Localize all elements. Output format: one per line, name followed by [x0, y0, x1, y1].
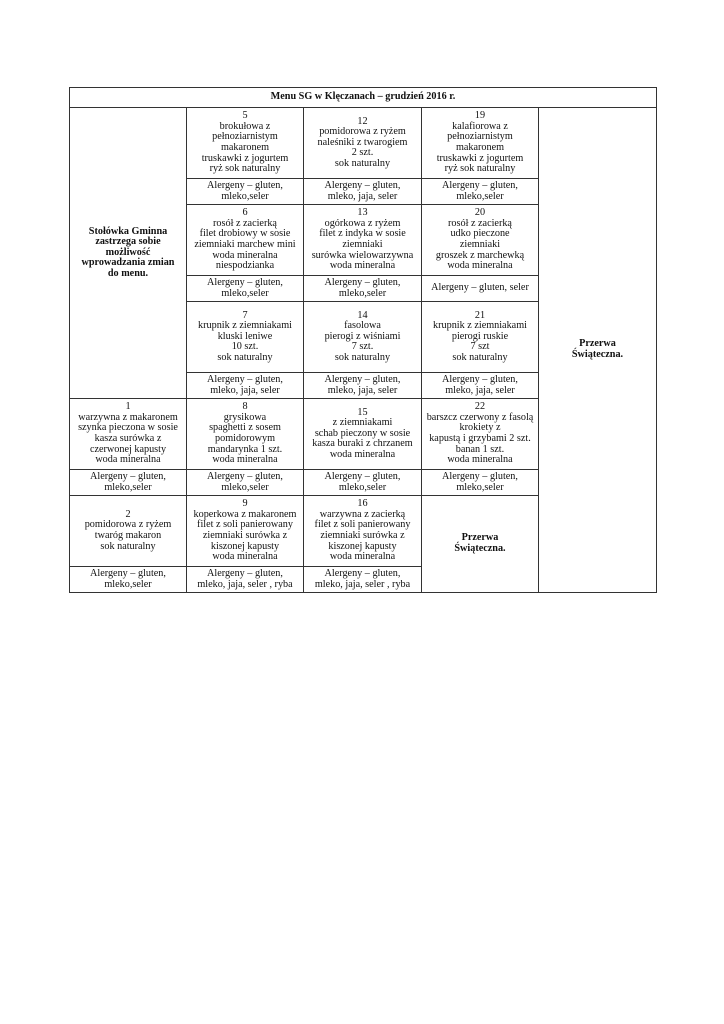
allergen-line: mleko, jaja, seler , ryba: [314, 578, 411, 590]
meal-line: pomidorowa z ryżem: [84, 519, 172, 531]
day-number: 8: [242, 401, 248, 413]
allergen-line: mleko,seler: [104, 481, 152, 493]
holiday-cell: [422, 496, 539, 593]
meal-line: woda mineralna: [447, 454, 513, 466]
allergen-cell: [187, 567, 304, 593]
allergen-line: mleko,seler: [456, 481, 504, 493]
meal-cell: [304, 205, 422, 276]
allergen-cell: [304, 567, 422, 593]
meal-line: 10 szt.: [231, 341, 259, 353]
allergen-line: mleko, jaja, seler: [327, 384, 398, 396]
allergen-line: Alergeny – gluten,: [207, 567, 283, 579]
allergen-cell: [187, 276, 304, 302]
meal-cell: [187, 108, 304, 179]
meal-line: kasza buraki z chrzanem: [312, 438, 413, 450]
allergen-line: Alergeny – gluten,: [442, 470, 518, 482]
meal-cell: [304, 399, 422, 470]
allergen-line: Alergeny – gluten,: [442, 373, 518, 385]
meal-line: pełnoziarnistym: [447, 131, 513, 143]
meal-line: pomidorowa z ryżem: [319, 126, 406, 138]
allergen-cell: [304, 276, 422, 302]
allergen-line: Alergeny – gluten,: [90, 470, 166, 482]
day-number: 15: [357, 406, 368, 418]
allergen-line: Alergeny – gluten, seler: [431, 282, 529, 294]
meal-line: ryż sok naturalny: [209, 163, 281, 175]
meal-line: warzywna z zacierką: [319, 508, 406, 520]
notice-line: wprowadzania zmian: [81, 257, 175, 269]
meal-cell: [304, 496, 422, 567]
meal-line: pełnoziarnistym: [212, 131, 278, 143]
allergen-cell: [70, 567, 187, 593]
meal-line: rosół z zacierką: [213, 217, 277, 229]
holiday-column: [539, 108, 657, 593]
meal-line: kapustą i grzybami 2 szt.: [429, 433, 531, 444]
allergen-line: mleko,seler: [104, 578, 152, 590]
meal-line: kasza surówka z: [94, 433, 162, 444]
meal-line: sok naturalny: [452, 351, 508, 363]
allergen-line: Alergeny – gluten,: [442, 179, 518, 191]
day-number: 19: [474, 110, 486, 122]
meal-line: mandarynka 1 szt.: [207, 443, 283, 455]
meal-line: spaghetti z sosem: [209, 422, 281, 434]
allergen-line: Alergeny – gluten,: [324, 179, 401, 191]
meal-line: surówka wielowarzywna: [311, 249, 414, 261]
day-number: 1: [125, 401, 131, 413]
meal-line: pomidorowym: [215, 433, 275, 444]
allergen-line: Alergeny – gluten,: [207, 179, 283, 191]
meal-cell: [187, 399, 304, 470]
meal-line: krokiety z: [459, 422, 501, 434]
meal-cell: [422, 108, 539, 179]
meal-line: niespodzianka: [215, 260, 275, 272]
day-number: 6: [242, 207, 248, 219]
meal-line: sok naturalny: [334, 157, 391, 169]
meal-line: kluski leniwe: [217, 330, 273, 342]
meal-line: filet z indyka w sosie: [319, 228, 406, 240]
meal-cell: [304, 108, 422, 179]
meal-line: 7 szt.: [351, 341, 374, 353]
allergen-line: mleko, jaja, seler , ryba: [197, 578, 293, 590]
meal-line: sok naturalny: [217, 351, 273, 363]
meal-line: truskawki z jogurtem: [201, 152, 289, 164]
meal-line: woda mineralna: [329, 260, 396, 272]
meal-line: woda mineralna: [329, 551, 396, 563]
allergen-line: mleko, jaja, seler: [445, 384, 515, 396]
meal-line: fasolowa: [344, 320, 381, 332]
meal-cell: [70, 399, 187, 470]
meal-line: czerwonej kapusty: [89, 443, 167, 455]
allergen-line: mleko, jaja, seler: [327, 190, 398, 202]
allergen-line: mleko, jaja, seler: [210, 384, 280, 396]
allergen-cell: [304, 179, 422, 205]
allergen-line: mleko,seler: [221, 481, 269, 493]
meal-cell: [422, 399, 539, 470]
day-number: 5: [242, 110, 248, 122]
meal-line: ziemniaki marchew mini: [194, 239, 296, 250]
holiday-line: Świąteczna.: [571, 349, 624, 360]
allergen-cell: [70, 470, 187, 496]
meal-line: woda mineralna: [212, 249, 278, 261]
meal-line: sok naturalny: [334, 351, 391, 363]
notice-line: możliwość: [105, 246, 151, 258]
meal-line: woda mineralna: [212, 454, 278, 466]
meal-line: kiszonej kapusty: [328, 540, 397, 552]
meal-line: filet drobiowy w sosie: [199, 228, 291, 240]
meal-cell: [187, 302, 304, 373]
allergen-line: Alergeny – gluten,: [324, 567, 401, 579]
day-number: 22: [474, 401, 486, 413]
holiday-line: Świąteczna.: [454, 543, 506, 554]
meal-line: warzywna z makaronem: [78, 411, 178, 423]
meal-line: woda mineralna: [329, 448, 396, 460]
meal-line: ziemniaki surówka z: [202, 530, 288, 541]
meal-line: pierogi z wiśniami: [324, 330, 401, 342]
meal-line: makaronem: [220, 142, 270, 153]
allergen-cell: [422, 470, 539, 496]
allergen-line: mleko,seler: [338, 481, 387, 493]
allergen-line: Alergeny – gluten,: [90, 567, 166, 579]
notice-cell: [70, 108, 187, 399]
meal-cell: [422, 205, 539, 276]
allergen-line: Alergeny – gluten,: [207, 373, 283, 385]
allergen-line: mleko,seler: [456, 190, 504, 202]
meal-line: sok naturalny: [100, 540, 156, 552]
holiday-line: Przerwa: [461, 532, 499, 544]
menu-title: Menu SG w Klęczanach – grudzień 2016 r.: [70, 88, 657, 108]
meal-line: groszek z marchewką: [435, 249, 525, 261]
meal-line: krupnik z ziemniakami: [433, 320, 527, 332]
meal-line: brokułowa z: [219, 120, 271, 132]
meal-line: schab pieczony w sosie: [314, 427, 411, 439]
day-number: 16: [357, 498, 368, 510]
meal-line: woda mineralna: [95, 454, 161, 466]
allergen-cell: [304, 373, 422, 399]
meal-line: makaronem: [455, 142, 505, 153]
meal-line: udko pieczone: [450, 228, 510, 240]
allergen-cell: [187, 373, 304, 399]
allergen-line: Alergeny – gluten,: [324, 276, 401, 288]
meal-line: pierogi ruskie: [451, 330, 509, 342]
meal-cell: [187, 496, 304, 567]
holiday-line: Przerwa: [579, 338, 616, 350]
menu-table: [69, 87, 657, 593]
allergen-line: Alergeny – gluten,: [324, 470, 401, 482]
allergen-cell: [422, 179, 539, 205]
meal-line: kiszonej kapusty: [210, 540, 280, 552]
allergen-cell: [187, 179, 304, 205]
meal-line: krupnik z ziemniakami: [198, 320, 292, 332]
notice-line: zastrzega sobie: [95, 236, 161, 248]
allergen-cell: [422, 276, 539, 302]
day-number: 2: [125, 508, 131, 520]
meal-line: grysikowa: [223, 411, 267, 423]
meal-line: ziemniaki: [342, 239, 383, 250]
allergen-line: Alergeny – gluten,: [207, 470, 283, 482]
meal-line: twaróg makaron: [94, 530, 162, 541]
meal-cell: [70, 496, 187, 567]
notice-line: Stołówka Gminna: [88, 225, 168, 237]
notice-line: do menu.: [107, 267, 149, 279]
meal-line: banan 1 szt.: [455, 443, 505, 455]
meal-line: ogórkowa z ryżem: [324, 217, 401, 229]
meal-line: filet z soli panierowany: [197, 519, 293, 531]
meal-line: ziemniaki: [459, 239, 501, 250]
meal-line: szynka pieczona w sosie: [78, 422, 178, 434]
day-number: 12: [357, 115, 368, 127]
meal-line: rosół z zacierką: [448, 217, 512, 229]
meal-line: barszcz czerwony z fasolą: [426, 411, 534, 423]
day-number: 14: [357, 309, 368, 321]
meal-line: naleśniki z twarogiem: [317, 136, 408, 148]
meal-line: kalafiorowa z: [452, 120, 508, 132]
allergen-line: mleko,seler: [338, 287, 387, 299]
meal-cell: [304, 302, 422, 373]
allergen-cell: [304, 470, 422, 496]
day-number: 13: [357, 207, 368, 219]
day-number: 20: [474, 207, 486, 219]
meal-line: 2 szt.: [351, 147, 374, 159]
meal-cell: [422, 302, 539, 373]
allergen-cell: [422, 373, 539, 399]
allergen-line: Alergeny – gluten,: [207, 276, 283, 288]
meal-line: koperkowa z makaronem: [193, 508, 297, 520]
meal-line: 7 szt: [470, 341, 490, 353]
meal-line: woda mineralna: [447, 260, 513, 272]
allergen-line: Alergeny – gluten,: [324, 373, 401, 385]
meal-line: woda mineralna: [212, 551, 278, 563]
meal-line: filet z soli panierowany: [314, 519, 411, 531]
meal-line: ryż sok naturalny: [444, 163, 516, 175]
allergen-line: mleko,seler: [221, 190, 269, 202]
allergen-cell: [187, 470, 304, 496]
meal-cell: [187, 205, 304, 276]
meal-line: z ziemniakami: [332, 417, 393, 429]
allergen-line: mleko,seler: [221, 287, 269, 299]
day-number: 9: [242, 498, 248, 510]
meal-line: ziemniaki surówka z: [320, 530, 405, 541]
meal-line: truskawki z jogurtem: [436, 152, 524, 164]
day-number: 7: [242, 309, 248, 321]
day-number: 21: [474, 309, 486, 321]
